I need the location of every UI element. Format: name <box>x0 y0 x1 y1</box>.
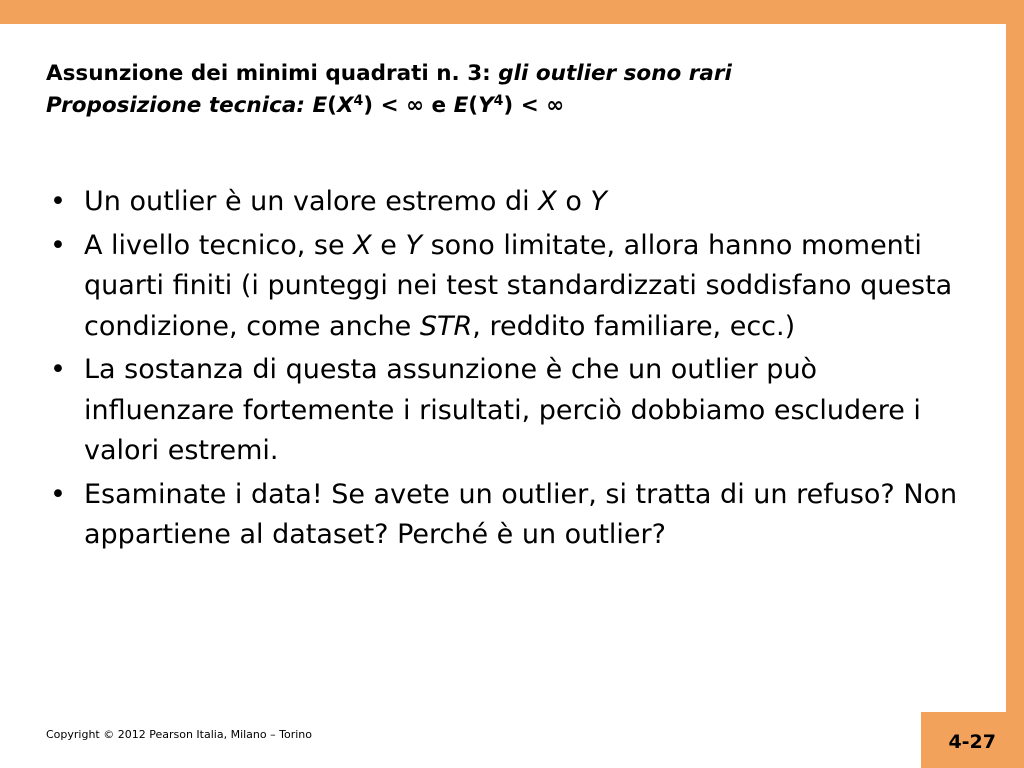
title-condition-1: ) < ∞ e <box>363 93 454 118</box>
bullet-var-x: X <box>538 186 557 217</box>
bullet-list <box>46 182 966 559</box>
title-exponent-1: 4 <box>353 93 364 109</box>
bullet-text: o <box>556 186 591 217</box>
bullet-marker: • <box>50 229 66 261</box>
bullet-text: sono limitate, allora hanno momenti quarti finiti (i punteggi nei test standardizzati soddisfano questa condizione, come anche <box>84 229 953 342</box>
page-number: 4-27 <box>948 731 996 753</box>
slide <box>0 24 1006 768</box>
bullet-item-1 <box>46 182 966 223</box>
bullet-text: Esaminate i data! Se avete un outlier, si tratta di un refuso? Non appartiene al dataset? Perché è un outlier? <box>84 478 958 550</box>
title-paren-2: ( <box>468 93 479 118</box>
title-line-2 <box>46 90 986 122</box>
slide-title <box>46 58 986 122</box>
title-italic-part: gli outlier sono rari <box>498 61 732 86</box>
bullet-var-y: Y <box>590 186 607 217</box>
title-var-x: X <box>336 93 354 118</box>
bullet-var-y: Y <box>405 229 422 261</box>
bullet-var-str: STR <box>419 310 473 342</box>
bullet-item-4 <box>46 475 966 556</box>
bullet-text: , reddito familiare, ecc.) <box>472 310 796 342</box>
copyright-notice: Copyright © 2012 Pearson Italia, Milano – Torino <box>46 728 312 741</box>
title-condition-2: ) < ∞ <box>503 93 565 118</box>
bullet-item-2 <box>46 226 966 348</box>
bullet-marker: • <box>50 354 66 385</box>
bullet-text: e <box>371 229 406 261</box>
bullet-item-3 <box>46 350 966 472</box>
title-line-1 <box>46 58 986 90</box>
bullet-text: La sostanza di questa assunzione è che un outlier può influenzare fortemente i risultati, perciò dobbiamo escludere i valori estremi. <box>84 354 921 466</box>
bullet-marker: • <box>50 478 66 510</box>
title-exponent-2: 4 <box>493 93 504 109</box>
title-prefix: Assunzione dei minimi quadrati n. 3: <box>46 61 499 86</box>
title-var-y: Y <box>478 93 494 118</box>
title-paren-1: ( <box>327 93 337 118</box>
title-technical-label: Proposizione tecnica: E <box>46 93 328 118</box>
bullet-marker: • <box>50 186 66 217</box>
page-number-box <box>921 712 1006 768</box>
bullet-text: Un outlier è un valore estremo di <box>84 186 539 217</box>
title-expectation-e: E <box>453 93 469 118</box>
bullet-text: A livello tecnico, se <box>84 229 354 261</box>
bullet-var-x: X <box>353 229 372 261</box>
